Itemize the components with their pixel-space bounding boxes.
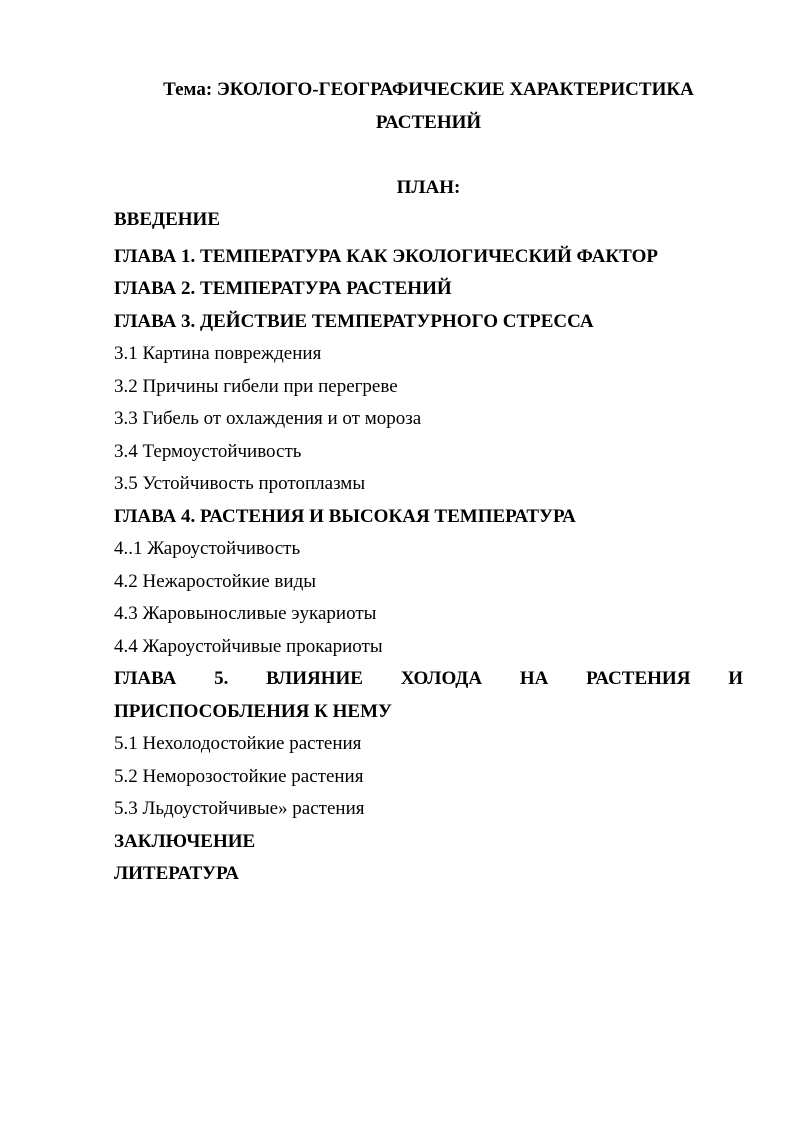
plan-item-2: ГЛАВА 1. ТЕМПЕРАТУРА КАК ЭКОЛОГИЧЕСКИЙ ФАКТОР	[114, 245, 658, 267]
plan-item-15: ГЛАВА 5. ВЛИЯНИЕ ХОЛОДА НА РАСТЕНИЯ И ПРИСПОСОБЛЕНИЯ К НЕМУ	[114, 668, 743, 722]
plan-item-11: 4..1 Жароустойчивость	[114, 538, 301, 559]
plan-item-3: ГЛАВА 2. ТЕМПЕРАТУРА РАСТЕНИЙ	[114, 278, 452, 299]
plan-item-12: 4.2 Нежаростойкие виды	[114, 570, 316, 592]
plan-item-5: 3.1 Картина повреждения	[114, 343, 322, 364]
plan-item-8: 3.4 Термоустойчивость	[114, 440, 302, 462]
plan-item-6: 3.2 Причины гибели при перегреве	[114, 375, 398, 397]
plan-item-16: 5.1 Нехолодостойкие растения	[114, 733, 362, 754]
plan-item-4: ГЛАВА 3. ДЕЙСТВИЕ ТЕМПЕРАТУРНОГО СТРЕССА	[114, 310, 594, 332]
plan-item-9: 3.5 Устойчивость протоплазмы	[114, 473, 366, 494]
plan-heading: ПЛАН:	[396, 176, 461, 198]
document-title: Тема: ЭКОЛОГО-ГЕОГРАФИЧЕСКИЕ ХАРАКТЕРИСТИКА РАСТЕНИЙ	[163, 79, 694, 133]
plan-item-1: ВВЕДЕНИЕ	[114, 209, 220, 230]
plan-list	[114, 204, 743, 891]
plan-item-13: 4.3 Жаровыносливые эукариоты	[114, 603, 377, 624]
plan-item-18: 5.3 Льдоустойчивые» растения	[114, 798, 365, 819]
plan-item-10: ГЛАВА 4. РАСТЕНИЯ И ВЫСОКАЯ ТЕМПЕРАТУРА	[114, 505, 576, 527]
plan-item-19: ЗАКЛЮЧЕНИЕ	[114, 830, 256, 852]
blank-line	[114, 139, 743, 172]
plan-item-17: 5.2 Неморозостойкие растения	[114, 765, 364, 787]
plan-item-7: 3.3 Гибель от охлаждения и от мороза	[114, 408, 422, 429]
plan-item-20: ЛИТЕРАТУРА	[114, 863, 240, 884]
plan-item-14: 4.4 Жароустойчивые прокариоты	[114, 635, 383, 657]
